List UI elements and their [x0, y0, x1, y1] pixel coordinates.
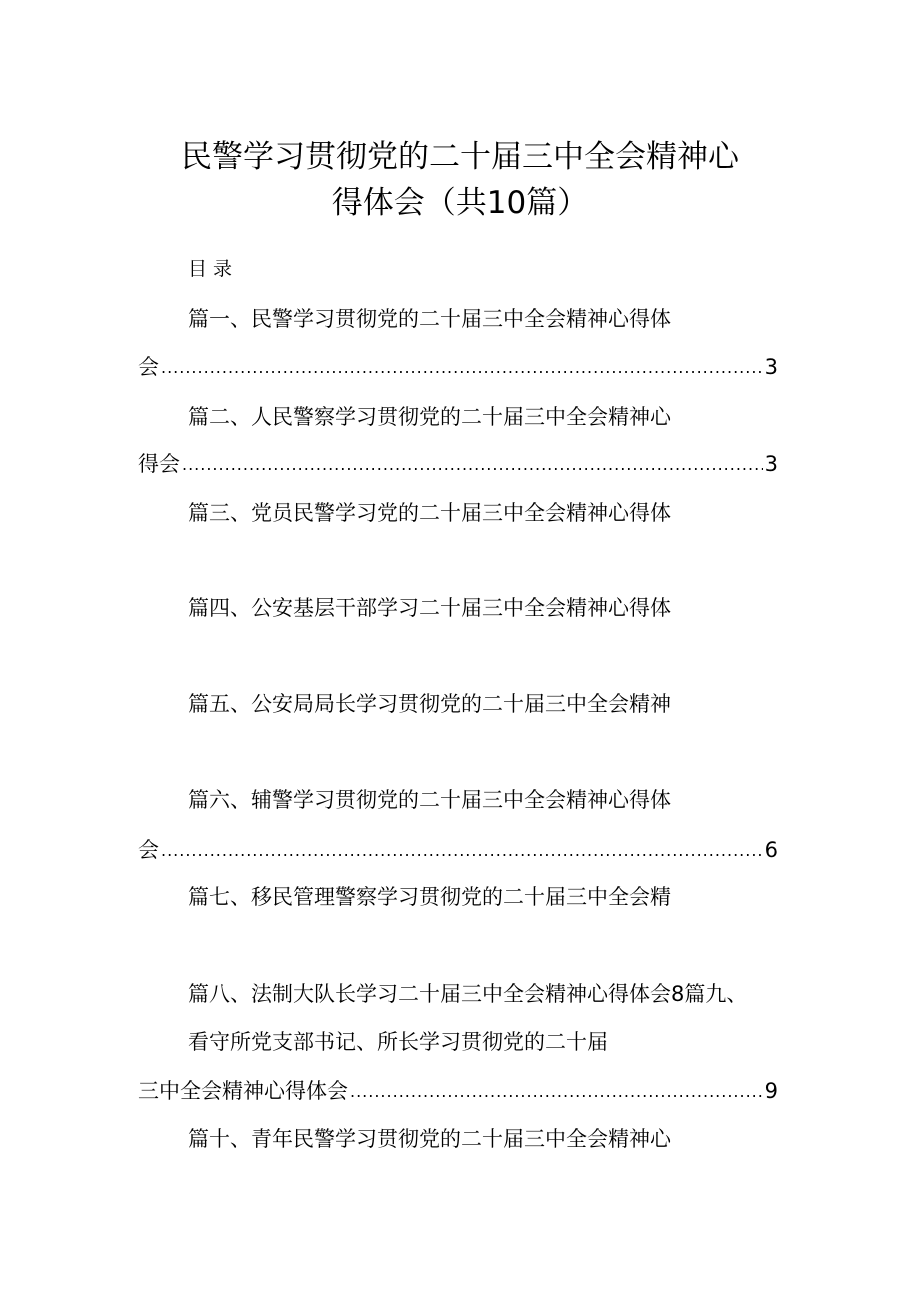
toc-entry-9-page: 9	[764, 1079, 778, 1103]
toc-entry-9-line-2: 三中全会精神心得体会	[138, 1079, 348, 1103]
toc-entry-7[interactable]: 篇七、移民管理警察学习贯彻党的二十届三中全会精	[188, 885, 671, 909]
dot-leader	[161, 359, 763, 377]
dot-leader	[182, 456, 763, 474]
toc-entry-2-page: 3	[764, 452, 778, 476]
toc-entry-8-line-1[interactable]: 篇八、法制大队长学习二十届三中全会精神心得体会8篇九、	[188, 982, 748, 1006]
toc-entry-5[interactable]: 篇五、公安局局长学习贯彻党的二十届三中全会精神	[188, 692, 671, 716]
toc-entry-2-line-1[interactable]: 篇二、人民警察学习贯彻党的二十届三中全会精神心	[188, 405, 671, 429]
toc-entry-6-line-2: 会	[138, 838, 159, 862]
toc-entry-2-leader[interactable]	[138, 450, 778, 478]
toc-entry-9-line-1[interactable]: 看守所党支部书记、所长学习贯彻党的二十届	[188, 1030, 608, 1054]
toc-entry-2-line-2: 得会	[138, 452, 180, 476]
toc-entry-1-line-1[interactable]: 篇一、民警学习贯彻党的二十届三中全会精神心得体	[188, 307, 671, 331]
toc-entry-9-leader[interactable]	[138, 1077, 778, 1105]
toc-entry-3[interactable]: 篇三、党员民警学习党的二十届三中全会精神心得体	[188, 501, 671, 525]
toc-entry-6-leader[interactable]	[138, 836, 778, 864]
toc-entry-1-page: 3	[764, 355, 778, 379]
dot-leader	[350, 1083, 763, 1101]
toc-entry-1-line-2: 会	[138, 355, 159, 379]
toc-heading: 目录	[188, 258, 239, 280]
toc-entry-6-page: 6	[764, 838, 778, 862]
toc-entry-10[interactable]: 篇十、青年民警学习贯彻党的二十届三中全会精神心	[188, 1127, 671, 1151]
document-title-line-1: 民警学习贯彻党的二十届三中全会精神心	[181, 139, 739, 175]
toc-entry-4[interactable]: 篇四、公安基层干部学习二十届三中全会精神心得体	[188, 596, 671, 620]
dot-leader	[161, 842, 763, 860]
document-title-line-2: 得体会（共10篇）	[331, 185, 589, 221]
toc-entry-6-line-1[interactable]: 篇六、辅警学习贯彻党的二十届三中全会精神心得体	[188, 788, 671, 812]
toc-entry-1-leader[interactable]	[138, 353, 778, 381]
